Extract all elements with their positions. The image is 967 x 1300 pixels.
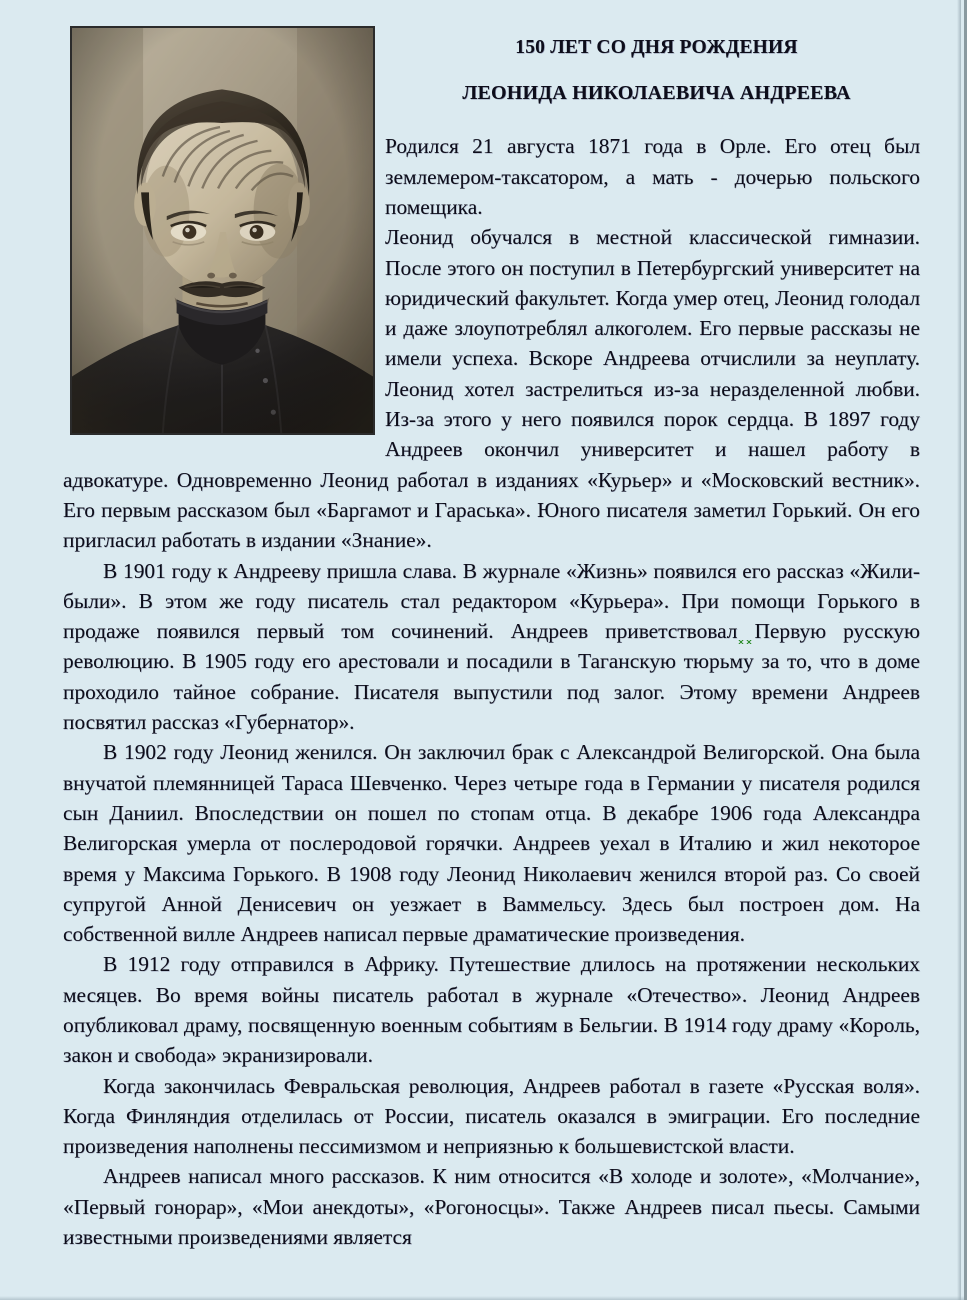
paragraph-revolution-emigration: Когда закончилась Февральская революция, Андреев работал в газете «Русская воля». Когда Финляндия отделилась от России, писатель оказался в эмиграции. Его последние произведения наполнены пессимизмом и неприязнью к большевистской власти. (63, 1073, 920, 1159)
paragraph-marriage-1902: В 1902 году Леонид женился. Он заключил брак с Александрой Велигорской. Она была внучатой племянницей Тараса Шевченко. Через четыре года в Германии у писателя родился сын Даниил. Впоследствии он пошел по стопам отца. В декабре 1906 года Александра Велигорская умерла от послеродовой горячки. Андреев уехал в Италию и жил некоторое время у Максима Горького. В 1908 году Леонид Николаевич женился второй раз. Со своей супругой Анной Денисевич он уезжает в Ваммельсу. Здесь был построен дом. На собственной вилле Андреев написал первые драматические произведения. (63, 740, 920, 947)
page-bottom-cutoff (0, 1296, 964, 1300)
document-text-column (63, 36, 920, 1294)
spellcheck-underline (737, 619, 754, 644)
photo-wrap-spacer (63, 36, 385, 440)
paragraph-fame-1901 (63, 556, 920, 738)
page-right-edge-shadow (957, 0, 961, 1300)
page-title: 150 ЛЕТ СО ДНЯ РОЖДЕНИЯ (515, 37, 798, 58)
page-subtitle: ЛЕОНИДА НИКОЛАЕВИЧА АНДРЕЕВА (462, 82, 851, 105)
paragraph-birth: Родился 21 августа 1871 года в Орле. Его отец был землемером-таксатором, а мать - дочерью польского помещика. (385, 134, 920, 219)
paragraph-works: Андреев написал много рассказов. К ним относится «В холоде и золоте», «Молчание», «Первый гонорар», «Мои анекдоты», «Рогоносцы». Также Андреев писал пьесы. Самыми известными произведениями является (63, 1164, 920, 1250)
paragraph-fame-text-end: Первую русскую революцию. В 1905 году его арестовали и посадили в Таганскую тюрьму за то, что в доме проходило тайное собрание. Писателя выпустили под залог. Этому времени Андреев посвятил рассказ «Губернатор». (63, 619, 920, 735)
paragraph-africa-1912: В 1912 году отправился в Африку. Путешествие длилось на протяжении нескольких месяцев. Во время войны писатель работал в журнале «Отечество». Леонид Андреев опубликовал драму, посвященную военным событиям в Бельгии. В 1914 году драму «Король, закон и свобода» экранизировали. (63, 952, 920, 1068)
paragraph-fame-text-start: В 1901 году к Андрееву пришла слава. В журнале «Жизнь» появился его рассказ «Жили-были». В этом же году писатель стал редактором «Курьера». При помощи Горького в продаже появился первый том сочинений. Андреев приветствовал (63, 558, 920, 644)
paragraph-education: Леонид обучался в местной классической гимназии. После этого он поступил в Петербургский университет на юридический факультет. Когда умер отец, Леонид голодал и даже злоупотреблял алкоголем. Его первые рассказы не имели успеха. Вскоре Андреева отчислили за неуплату. Леонид хотел застрелиться из-за неразделенной любви. Из-за этого у него появился порок сердца. В 1897 году Андреев окончил университет и нашел работу в адвокатуре. Одновременно Леонид работал в изданиях «Курьер» и «Московский вестник». Его первым рассказом был «Баргамот и Гараська». Юного писателя заметил Горький. Он его пригласил работать в издании «Знание». (63, 225, 920, 553)
